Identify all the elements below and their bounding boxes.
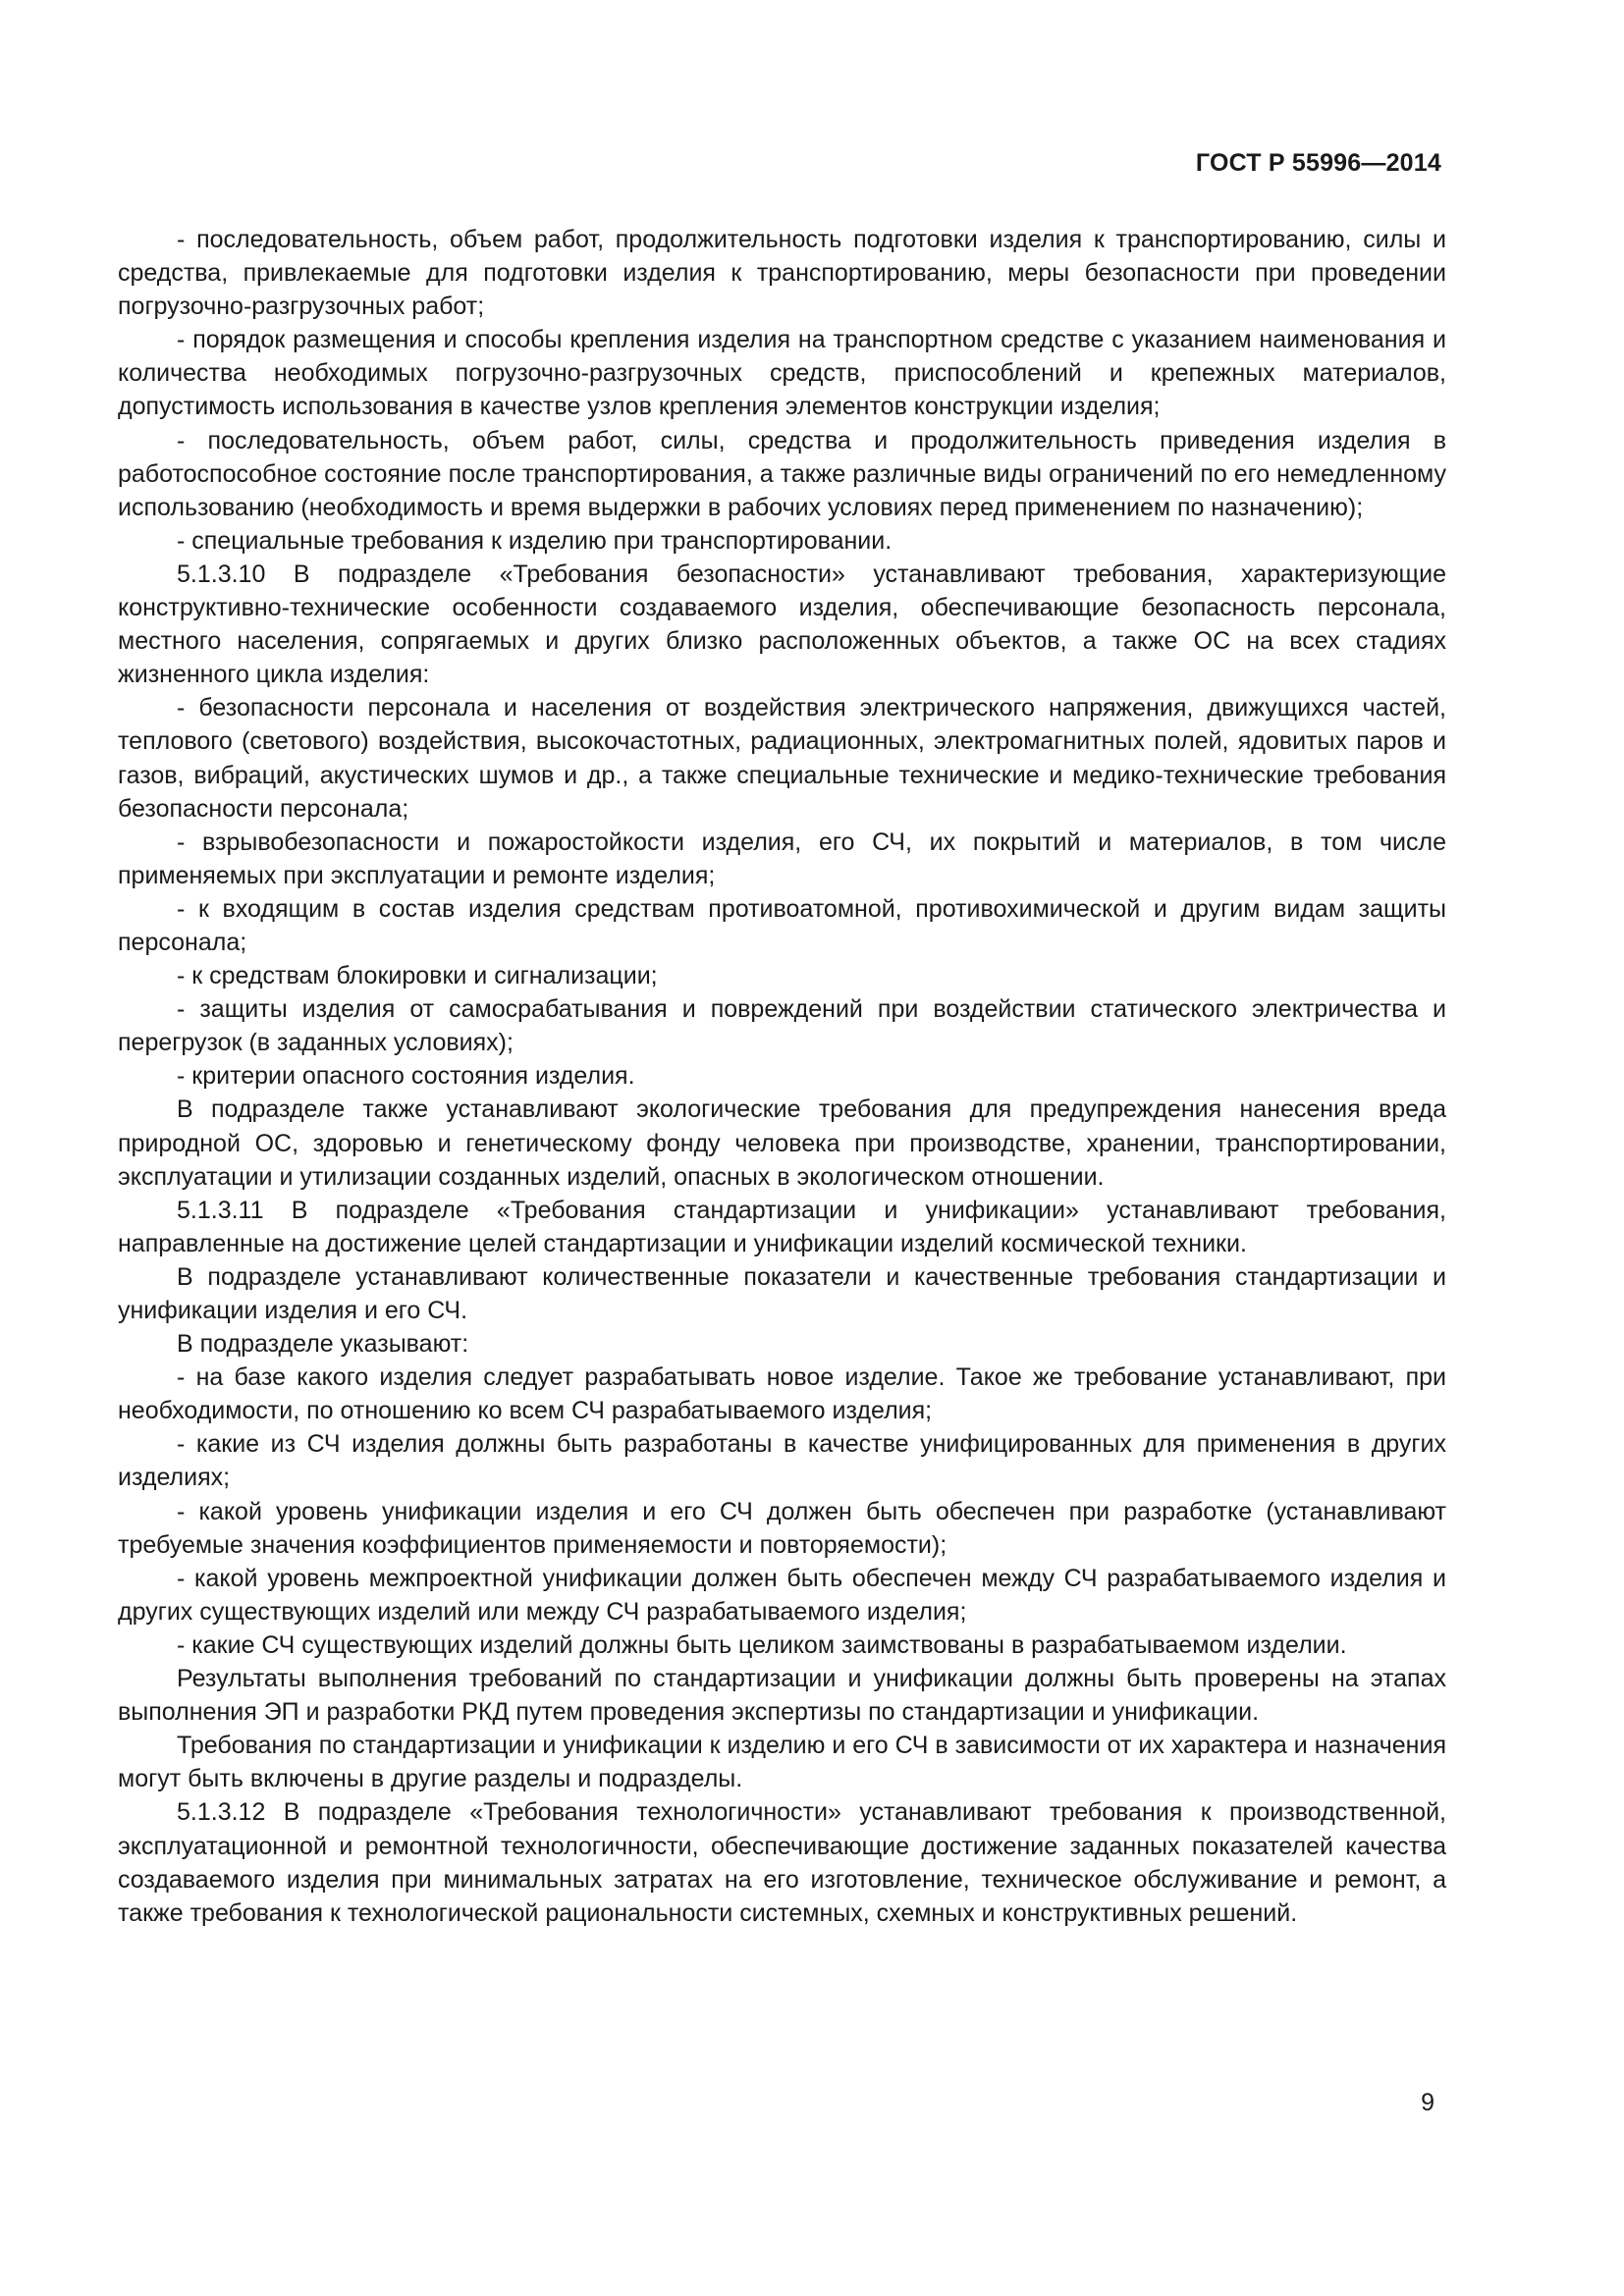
paragraph: - специальные требования к изделию при транспортировании. bbox=[177, 526, 893, 555]
document-header-gost-number: ГОСТ Р 55996—2014 bbox=[1195, 149, 1441, 177]
paragraph: - порядок размещения и способы крепления изделия на транспортном средстве с указанием наименования и количества необходимых погрузочно-разгрузочных средств, приспособлений и крепежных материалов, допустимость использования в качестве узлов крепления элементов конструкции изделия; bbox=[118, 326, 1446, 421]
paragraph: - взрывобезопасности и пожаростойкости изделия, его СЧ, их покрытий и материалов, в том числе применяемых при эксплуатации и ремонте изделия; bbox=[118, 828, 1446, 889]
page-number: 9 bbox=[1421, 2089, 1435, 2116]
paragraph: - критерии опасного состояния изделия. bbox=[177, 1062, 635, 1091]
paragraph: 5.1.3.11 В подразделе «Требования стандартизации и унификации» устанавливают требования, направленные на достижение целей стандартизации и унификации изделий космической техники. bbox=[118, 1196, 1446, 1257]
paragraph: - какой уровень межпроектной унификации должен быть обеспечен между СЧ разрабатываемого изделия и других существующих изделий или между СЧ разрабатываемого изделия; bbox=[118, 1564, 1446, 1626]
paragraph: - какие из СЧ изделия должны быть разработаны в качестве унифицированных для применения в других изделиях; bbox=[118, 1430, 1446, 1492]
paragraph: 5.1.3.10 В подразделе «Требования безопасности» устанавливают требования, характеризующие конструктивно-технические особенности создаваемого изделия, обеспечивающие безопасность персонала, местного населения, сопрягаемых и других близко расположенных объектов, а также ОС на всех стадиях жизненного цикла изделия: bbox=[118, 560, 1446, 689]
paragraph: - к входящим в состав изделия средствам противоатомной, противохимической и другим видам защиты персонала; bbox=[118, 894, 1446, 956]
paragraph: В подразделе устанавливают количественные показатели и качественные требования стандартизации и унификации изделия и его СЧ. bbox=[118, 1262, 1446, 1324]
paragraph: - защиты изделия от самосрабатывания и повреждений при воздействии статического электричества и перегрузок (в заданных условиях); bbox=[118, 995, 1446, 1057]
paragraph: В подразделе также устанавливают экологические требования для предупреждения нанесения вреда природной ОС, здоровью и генетическому фонду человека при производстве, хранении, транспортировании, эксплуатации и утилизации созданных изделий, опасных в экологическом отношении. bbox=[118, 1095, 1446, 1191]
paragraph: - к средствам блокировки и сигнализации; bbox=[177, 962, 658, 990]
paragraph: 5.1.3.12 В подразделе «Требования технологичности» устанавливают требования к производственной, эксплуатационной и ремонтной технологичности, обеспечивающие достижение заданных показателей качества создаваемого изделия при минимальных затратах на его изготовление, техническое обслуживание и ремонт, а также требования к технологической рациональности системных, схемных и конструктивных решений. bbox=[118, 1798, 1446, 1927]
document-body bbox=[118, 223, 1446, 1930]
paragraph: - какие СЧ существующих изделий должны быть целиком заимствованы в разрабатываемом изделии. bbox=[177, 1630, 1347, 1659]
paragraph: Требования по стандартизации и унификации к изделию и его СЧ в зависимости от их характера и назначения могут быть включены в другие разделы и подразделы. bbox=[118, 1732, 1446, 1793]
paragraph: Результаты выполнения требований по стандартизации и унификации должны быть проверены на этапах выполнения ЭП и разработки РКД путем проведения экспертизы по стандартизации и унификации. bbox=[118, 1665, 1446, 1727]
paragraph: - последовательность, объем работ, силы, средства и продолжительность приведения изделия в работоспособное состояние после транспортирования, а также различные виды ограничений по его немедленному использованию (необходимость и время выдержки в рабочих условиях перед применением по назначению); bbox=[118, 426, 1446, 521]
paragraph: - на базе какого изделия следует разрабатывать новое изделие. Такое же требование устанавливают, при необходимости, по отношению ко всем СЧ разрабатываемого изделия; bbox=[118, 1363, 1446, 1425]
paragraph: - последовательность, объем работ, продолжительность подготовки изделия к транспортированию, силы и средства, привлекаемые для подготовки изделия к транспортированию, меры безопасности при проведении погрузочно-разгрузочных работ; bbox=[118, 226, 1446, 321]
paragraph: В подразделе указывают: bbox=[177, 1330, 469, 1359]
paragraph: - какой уровень унификации изделия и его СЧ должен быть обеспечен при разработке (устанавливают требуемые значения коэффициентов применяемости и повторяемости); bbox=[118, 1497, 1446, 1559]
paragraph: - безопасности персонала и населения от воздействия электрического напряжения, движущихся частей, теплового (светового) воздействия, высокочастотных, радиационных, электромагнитных полей, ядовитых паров и газов, вибраций, акустических шумов и др., а также специальные технические и медико-технические требования безопасности персонала; bbox=[118, 694, 1446, 823]
